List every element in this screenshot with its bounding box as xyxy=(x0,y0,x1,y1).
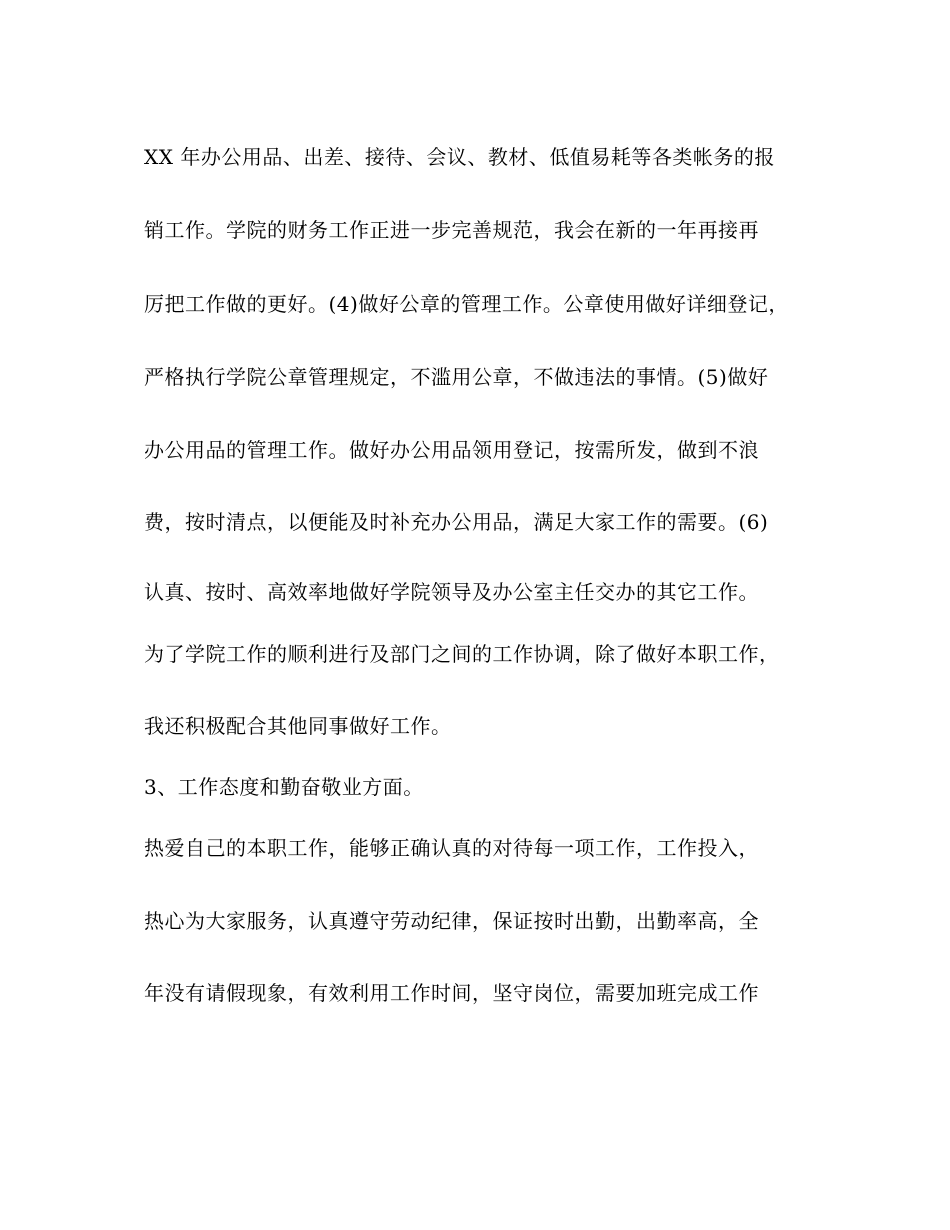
body-text-line: 我还积极配合其他同事做好工作。 xyxy=(144,714,452,738)
body-text-line: 热心为大家服务，认真遵守劳动纪律，保证按时出勤，出勤率高，全 xyxy=(144,909,759,933)
body-text-line: 销工作。学院的财务工作正进一步完善规范，我会在新的一年再接再 xyxy=(144,218,759,242)
section-heading: 3、工作态度和勤奋敬业方面。 xyxy=(144,775,424,799)
body-text-line: 年没有请假现象，有效利用工作时间，坚守岗位，需要加班完成工作 xyxy=(144,981,759,1005)
body-text-line: XX 年办公用品、出差、接待、会议、教材、低值易耗等各类帐务的报 xyxy=(144,145,775,169)
body-text-line: 费，按时清点，以便能及时补充办公用品，满足大家工作的需要。(6) xyxy=(144,510,769,534)
body-text-line: 厉把工作做的更好。(4)做好公章的管理工作。公章使用做好详细登记， xyxy=(144,292,789,316)
body-text-line: 为了学院工作的顺利进行及部门之间的工作协调，除了做好本职工作， xyxy=(144,642,780,666)
body-text-line: 严格执行学院公章管理规定，不滥用公章，不做违法的事情。(5)做好 xyxy=(144,365,769,389)
body-text-line: 办公用品的管理工作。做好办公用品领用登记，按需所发，做到不浪 xyxy=(144,438,759,462)
body-text-line: 认真、按时、高效率地做好学院领导及办公室主任交办的其它工作。 xyxy=(144,580,759,604)
body-text-line: 热爱自己的本职工作，能够正确认真的对待每一项工作，工作投入， xyxy=(144,836,759,860)
